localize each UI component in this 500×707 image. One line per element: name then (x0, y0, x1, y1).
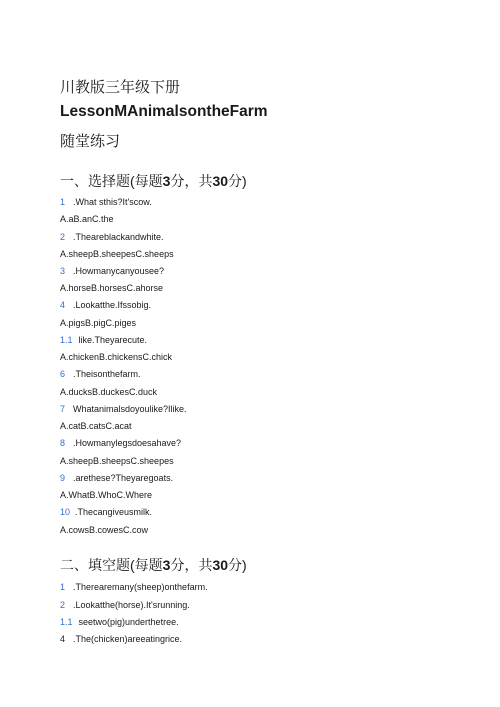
question-text: .arethese?Theyaregoats. (73, 473, 174, 483)
question-2-options: A.sheepB.sheepesC.sheeps (60, 249, 174, 259)
question-4 (60, 300, 151, 310)
question-text: .Howmanycanyousee? (73, 266, 165, 276)
question-number: 1 (60, 582, 66, 592)
question-text: .What sthis?It'scow. (73, 197, 152, 207)
section-1-heading: 一、选择题(每题3分，共30分) (60, 173, 247, 189)
question-text: Whatanimalsdoyoulike?Ilike. (73, 404, 187, 414)
question-number: 6 (60, 369, 66, 379)
fill-question-3 (60, 617, 179, 627)
question-4-options: A.pigsB.pigC.piges (60, 318, 137, 328)
question-number: 2 (60, 232, 66, 242)
question-9-options: A.WhatB.WhoC.Where (60, 490, 153, 500)
question-text: .Theareblackandwhite. (73, 232, 164, 242)
question-text: .Howmanylegsdoesahave? (73, 438, 182, 448)
question-5-options: A.chickenB.chickensC.chick (60, 352, 173, 362)
question-number: 2 (60, 600, 66, 610)
question-6-options: A.ducksB.duckesC.duck (60, 387, 158, 397)
question-number: 4 (60, 300, 66, 310)
question-8-options: A.sheepB.sheepsC.sheepes (60, 456, 174, 466)
question-number: 10 (60, 507, 71, 517)
question-5 (60, 335, 147, 345)
textbook-title: 川教版三年级下册 (60, 79, 181, 96)
section-2-heading: 二、填空题(每题3分，共30分) (60, 557, 247, 573)
question-text: .The(chicken)areeatingrice. (73, 634, 183, 644)
question-6 (60, 369, 141, 379)
question-number: 4 (60, 634, 66, 644)
fill-question-4 (60, 634, 182, 644)
question-number: 1.1 (60, 617, 73, 627)
fill-question-1 (60, 582, 208, 592)
question-2 (60, 232, 164, 242)
question-3 (60, 266, 164, 276)
question-3-options: A.horseB.horsesC.ahorse (60, 283, 164, 293)
question-number: 3 (60, 266, 66, 276)
question-number: 1.1 (60, 335, 73, 345)
practice-title: 随堂练习 (60, 133, 121, 150)
question-number: 9 (60, 473, 66, 483)
question-number: 1 (60, 197, 66, 207)
question-number: 8 (60, 438, 66, 448)
question-9 (60, 473, 173, 483)
question-7-options: A.catB.catsC.acat (60, 421, 132, 431)
question-10-options: A.cowsB.cowesC.cow (60, 525, 149, 535)
question-7 (60, 404, 187, 414)
question-text: like.Theyarecute. (78, 335, 148, 345)
question-10 (60, 507, 152, 517)
question-text: seetwo(pig)underthetree. (78, 617, 179, 627)
question-text: .Theisonthefarm. (73, 369, 141, 379)
question-text: .Lookatthe(horse).It'srunning. (73, 600, 190, 610)
lesson-title: LessonMAnimalsontheFarm (60, 103, 268, 120)
question-1 (60, 197, 152, 207)
question-text: .Therearemany(sheep)onthefarm. (73, 582, 208, 592)
question-number: 7 (60, 404, 66, 414)
question-text: .Lookatthe.Ifssobig. (73, 300, 152, 310)
question-8 (60, 438, 181, 448)
question-1-options: A.aB.anC.the (60, 214, 114, 224)
fill-question-2 (60, 600, 190, 610)
question-text: .Thecangiveusmilk. (75, 507, 153, 517)
